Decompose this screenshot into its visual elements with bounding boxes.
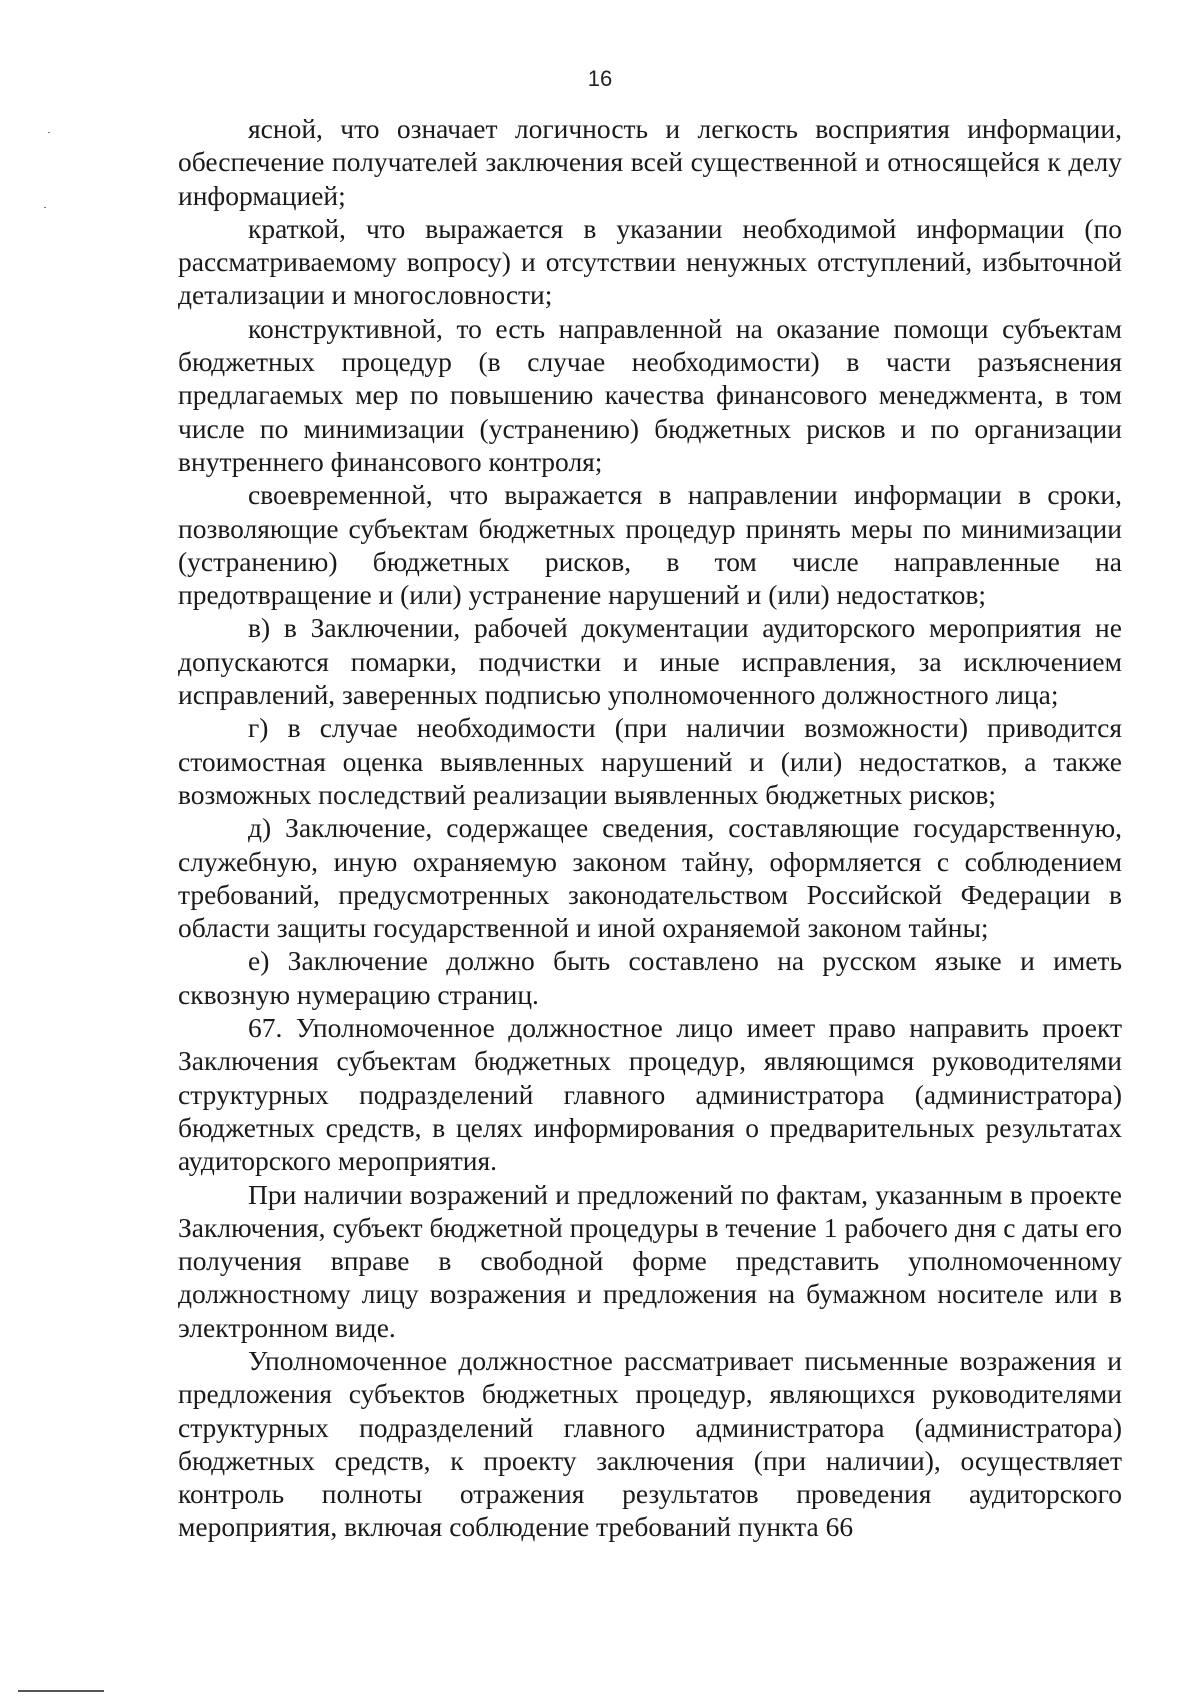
- scan-speck: [44, 207, 46, 208]
- paragraph-review: Уполномоченное должностное рассматривает письменные возражения и предложения субъектов бюджетных процедур, являющихся руководителями структурных подразделений главного администратора (администратора) бюджетных средств, к проекту заключения (при наличии), осуществляет контроль полноты отражения результатов проведения аудиторского мероприятия, включая соблюдение требований пункта 66: [178, 1344, 1122, 1543]
- paragraph-item-e: е) Заключение должно быть составлено на русском языке и иметь сквозную нумерацию страниц.: [178, 945, 1122, 1010]
- paragraph-item-g: г) в случае необходимости (при наличии возможности) приводится стоимостная оценка выявленных нарушений и (или) недостатков, а также возможных последствий реализации выявленных бюджетных рисков;: [178, 712, 1122, 810]
- scan-edge-line: [18, 1690, 104, 1692]
- paragraph-item-d: д) Заключение, содержащее сведения, составляющие государственную, служебную, иную охраняемую законом тайну, оформляется с соблюдением требований, предусмотренных законодательством Российской Федерации в области защиты государственной и иной охраняемой законом тайны;: [178, 812, 1122, 944]
- paragraph-concise: краткой, что выражается в указании необходимой информации (по рассматриваемому вопросу) и отсутствии ненужных отступлений, избыточной детализации и многословности;: [178, 212, 1122, 311]
- paragraph-constructive: конструктивной, то есть направленной на оказание помощи субъектам бюджетных процедур (в случае необходимости) в части разъяснения предлагаемых мер по повышению качества финансового менеджмента, в том числе по минимизации (устранению) бюджетных рисков и по организации внутреннего финансового контроля;: [178, 312, 1122, 477]
- paragraph-clause-67: 67. Уполномоченное должностное лицо имеет право направить проект Заключения субъектам бюджетных процедур, являющимся руководителями структурных подразделений главного администратора (администратора) бюджетных средств, в целях информирования о предварительных результатах аудиторского мероприятия.: [178, 1012, 1122, 1177]
- paragraph-clear: ясной, что означает логичность и легкость восприятия информации, обеспечение получателей заключения всей существенной и относящейся к делу информацией;: [178, 113, 1122, 211]
- document-body: [178, 112, 1122, 1544]
- paragraph-timely: своевременной, что выражается в направлении информации в сроки, позволяющие субъектам бюджетных процедур принять меры по минимизации (устранению) бюджетных рисков, в том числе направленные на предотвращение и (или) устранение нарушений и (или) недостатков;: [178, 479, 1122, 611]
- paragraph-item-v: в) в Заключении, рабочей документации аудиторского мероприятия не допускаются помарки, подчистки и иные исправления, за исключением исправлений, заверенных подписью уполномоченного должностного лица;: [178, 612, 1122, 711]
- scan-speck: [48, 132, 50, 133]
- paragraph-objections: При наличии возражений и предложений по фактам, указанным в проекте Заключения, субъект бюджетной процедуры в течение 1 рабочего дня с даты его получения вправе в свободной форме представить уполномоченному должностному лицу возражения и предложения на бумажном носителе или в электронном виде.: [178, 1178, 1122, 1343]
- page-number: 16: [587, 66, 613, 91]
